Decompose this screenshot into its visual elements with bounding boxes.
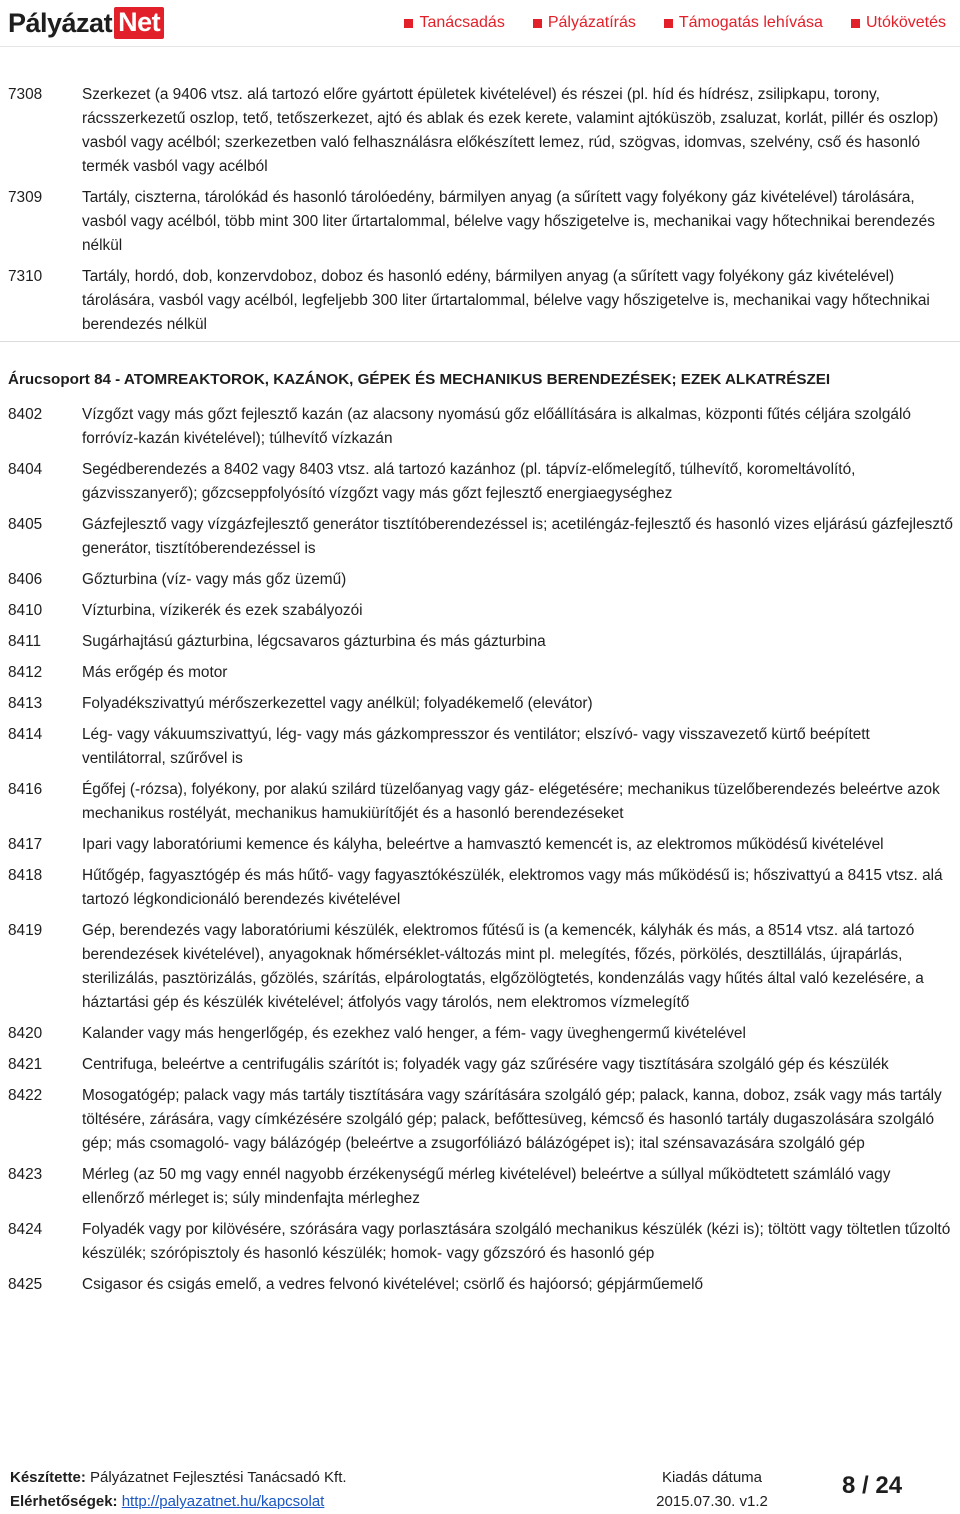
tariff-code: 8414	[8, 726, 43, 743]
tariff-row	[0, 1019, 960, 1050]
nav-item-utokovetes[interactable]	[851, 14, 946, 32]
main-nav	[404, 14, 946, 32]
tariff-description: Gép, berendezés vagy laboratóriumi készülék, elektromos fűtésű is (a kemencék, kályhák és más, a 8514 vtsz. alá tartozó berendezések kivételével), anyagoknak hőmérséklet-változás mint pl. melegítés, főzés, pörkölés, desztillálás, újrapárlás, sterilizálás, pasztörizálás, gőzölés, szárítás, elpárologtatás, elgőzölögtetés, kondenzálás vagy hűtés által való kezelésére, a háztartási gép és készülék kivételével; átfolyós vagy tárolós, nem elektromos vízmelegítő	[82, 922, 924, 1011]
nav-item-palyazatiras[interactable]	[533, 14, 636, 32]
tariff-row	[0, 1215, 960, 1270]
tariff-row	[0, 720, 960, 775]
logo-accent: Net	[114, 7, 164, 39]
square-bullet-icon	[404, 19, 413, 28]
tariff-description: Más erőgép és motor	[82, 664, 228, 681]
nav-item-tamogatas-lehivasa[interactable]	[664, 14, 823, 32]
tariff-code: 8423	[8, 1166, 43, 1183]
nav-item-label: Támogatás lehívása	[678, 14, 823, 31]
tariff-row	[0, 510, 960, 565]
tariff-row	[0, 1270, 960, 1301]
tariff-description: Vízturbina, vízikerék és ezek szabályozói	[82, 602, 363, 619]
tariff-code: 7308	[8, 86, 43, 103]
tariff-code: 8416	[8, 781, 43, 798]
footer-contact	[10, 1490, 347, 1514]
tariff-description: Csigasor és csigás emelő, a vedres felvonó kivételével; csörlő és hajóorsó; gépjárműemelő	[82, 1276, 704, 1293]
site-header	[0, 0, 960, 47]
tariff-code: 8425	[8, 1276, 43, 1293]
tariff-row	[0, 1081, 960, 1160]
tariff-row	[0, 775, 960, 830]
tariff-code: 8412	[8, 664, 43, 681]
nav-item-label: Utókövetés	[865, 14, 946, 31]
tariff-description: Gázfejlesztő vagy vízgázfejlesztő generátor tisztítóberendezéssel is; acetiléngáz-fejlesztő és hasonló vizes eljárású gázfejlesztő generátor, tisztítóberendezéssel is	[82, 516, 953, 557]
tariff-row	[0, 861, 960, 916]
square-bullet-icon	[533, 19, 542, 28]
nav-item-tanacsadas[interactable]	[404, 14, 504, 32]
nav-item-label: Tanácsadás	[419, 14, 505, 31]
logo-text: Pályázat	[8, 7, 113, 38]
tariff-code: 8404	[8, 461, 43, 478]
date-value: 2015.07.30. v1.2	[656, 1493, 768, 1510]
tariff-description: Sugárhajtású gázturbina, légcsavaros gázturbina és más gázturbina	[82, 633, 546, 650]
tariff-row	[0, 400, 960, 455]
tariff-code: 8422	[8, 1087, 43, 1104]
page-footer	[0, 1464, 960, 1513]
tariff-code: 8424	[8, 1221, 43, 1238]
contact-label: Elérhetőségek:	[10, 1493, 118, 1510]
tariff-description: Centrifuga, beleértve a centrifugális szárítót is; folyadék vagy gáz szűrésére vagy tisztítására szolgáló gép és készülék	[82, 1056, 889, 1073]
tariff-code: 8418	[8, 867, 43, 884]
date-label: Kiadás dátuma	[661, 1469, 763, 1486]
page-number: 8 / 24	[842, 1472, 903, 1499]
square-bullet-icon	[664, 19, 673, 28]
tariff-description: Szerkezet (a 9406 vtsz. alá tartozó előre gyártott épületek kivételével) és részei (pl. híd és hídrész, zsilipkapu, torony, rácsszerkezetű oszlop, tető, tetőszerkezet, ajtó és ablak és ezek kerete, valamint ajtóküszöb, zsaluzat, korlát, pillér és oszlop) vasból vagy acélból; szerkezetben való felhasználásra előkészített lemez, rúd, szögvas, idomvas, szelvény, cső és hasonló termék vasból vagy acélból	[82, 86, 939, 175]
tariff-code: 8410	[8, 602, 43, 619]
tariff-code: 8405	[8, 516, 43, 533]
tariff-row	[0, 658, 960, 689]
tariff-row	[0, 565, 960, 596]
tariff-row	[0, 1160, 960, 1215]
tariff-code: 8420	[8, 1025, 43, 1042]
tariff-row	[0, 689, 960, 720]
tariff-row	[0, 1050, 960, 1081]
made-by-label: Készítette:	[10, 1469, 86, 1486]
tariff-code: 8413	[8, 695, 43, 712]
tariff-code: 8411	[8, 633, 42, 650]
tariff-code: 7309	[8, 189, 43, 206]
tariff-code: 7310	[8, 268, 43, 285]
tariff-description: Mérleg (az 50 mg vagy ennél nagyobb érzékenységű mérleg kivételével) beleértve a súllyal működtetett számláló vagy ellenőrző mérleget is; súly mindenfajta mérleghez	[82, 1166, 891, 1207]
tariff-row	[0, 262, 960, 342]
nav-item-label: Pályázatírás	[547, 14, 636, 31]
tariff-description: Vízgőzt vagy más gőzt fejlesztő kazán (az alacsony nyomású gőz előállítására is alkalmas, központi fűtés céljára szolgáló forróvíz-kazán kivételével); túlhevítő vízkazán	[82, 406, 911, 447]
tariff-row	[0, 830, 960, 861]
tariff-description: Ipari vagy laboratóriumi kemence és kályha, beleértve a hamvasztó kemencét is, az elektromos működésű kivételével	[82, 836, 884, 853]
tariff-description: Tartály, hordó, dob, konzervdoboz, doboz és hasonló edény, bármilyen anyag (a sűrített vagy folyékony gáz kivételével) tárolására, vasból vagy acélból, legfeljebb 300 liter űrtartalommal, bélelve vagy hőszigetelve is, mechanikai vagy hőtechnikai berendezés nélkül	[82, 268, 930, 333]
tariff-description: Folyadékszivattyú mérőszerkezettel vagy anélkül; folyadékemelő (elevátor)	[82, 695, 593, 712]
tariff-description: Lég- vagy vákuumszivattyú, lég- vagy más gázkompresszor és ventilátor; elszívó- vagy visszavezető kürtő beépített ventilátorral, szűrővel is	[82, 726, 870, 767]
tariff-description: Tartály, ciszterna, tárolókád és hasonló tárolóedény, bármilyen anyag (a sűrített vagy folyékony gáz kivételével) tárolására, vasból vagy acélból, több mint 300 liter űrtartalommal, bélelve vagy hőszigetelve is, mechanikai vagy hőtechnikai berendezés nélkül	[82, 189, 935, 254]
tariff-code: 8417	[8, 836, 43, 853]
square-bullet-icon	[851, 19, 860, 28]
tariff-code: 8419	[8, 922, 43, 939]
tariff-row	[0, 916, 960, 1019]
tariff-code: 8421	[8, 1056, 43, 1073]
contact-link[interactable]: http://palyazatnet.hu/kapcsolat	[121, 1493, 325, 1510]
tariff-code: 8402	[8, 406, 43, 423]
footer-date	[654, 1466, 770, 1514]
made-by-value: Pályázatnet Fejlesztési Tanácsadó Kft.	[90, 1469, 347, 1486]
tariff-row	[0, 627, 960, 658]
tariff-code: 8406	[8, 571, 43, 588]
tariff-row	[0, 596, 960, 627]
tariff-description: Égőfej (-rózsa), folyékony, por alakú szilárd tüzelőanyag vagy gáz- elégetésére; mechanikus tüzelőberendezés beleértve azok mechanikus rostélyát, mechanikus hamukiürítőjét és a hasonló berendezéseket	[82, 781, 940, 822]
tariff-description: Gőzturbina (víz- vagy más gőz üzemű)	[82, 571, 347, 588]
tariff-description: Mosogatógép; palack vagy más tartály tisztítására vagy szárítására szolgáló gép; palack, kanna, doboz, zsák vagy más tartály töltésére, zárására, vagy címkézésére szolgáló gép; palack, befőttesüveg, kémcső és hasonló tartály dugaszolására szolgáló gép; más csomagoló- vagy bálázógép (beleértve a zsugorfóliázó bálázógépet is); ital szénsavazására szolgáló gép	[82, 1087, 942, 1152]
tariff-description: Kalander vagy más hengerlőgép, és ezekhez való henger, a fém- vagy üveghengermű kivételével	[82, 1025, 746, 1042]
tariff-description: Segédberendezés a 8402 vagy 8403 vtsz. alá tartozó kazánhoz (pl. tápvíz-előmelegítő, túlhevítő, koromeltávolító, gázvisszanyerő); gőzcseppfolyósító vízgőzt vagy más gőzt fejlesztő energiaegységhez	[82, 461, 856, 502]
group-heading: Árucsoport 84 - ATOMREAKTOROK, KAZÁNOK, GÉPEK ÉS MECHANIKUS BERENDEZÉSEK; EZEK ALKATRÉSZEI	[8, 371, 831, 388]
tariff-list	[0, 80, 960, 1301]
tariff-row	[0, 183, 960, 262]
footer-made-by	[10, 1466, 347, 1490]
footer-credits	[10, 1466, 347, 1514]
tariff-description: Folyadék vagy por kilövésére, szórására vagy porlasztására szolgáló mechanikus készülék (kézi is); töltött vagy töltetlen tűzoltó készülék; szórópisztoly és hasonló készülék; homok- vagy gőzszóró és hasonló gép	[82, 1221, 951, 1262]
tariff-description: Hűtőgép, fagyasztógép és más hűtő- vagy fagyasztókészülék, elektromos vagy más működésű is; hőszivattyú a 8415 vtsz. alá tartozó légkondicionáló berendezés kivételével	[82, 867, 943, 908]
tariff-row	[0, 80, 960, 183]
site-logo[interactable]	[8, 7, 164, 39]
tariff-row	[0, 455, 960, 510]
